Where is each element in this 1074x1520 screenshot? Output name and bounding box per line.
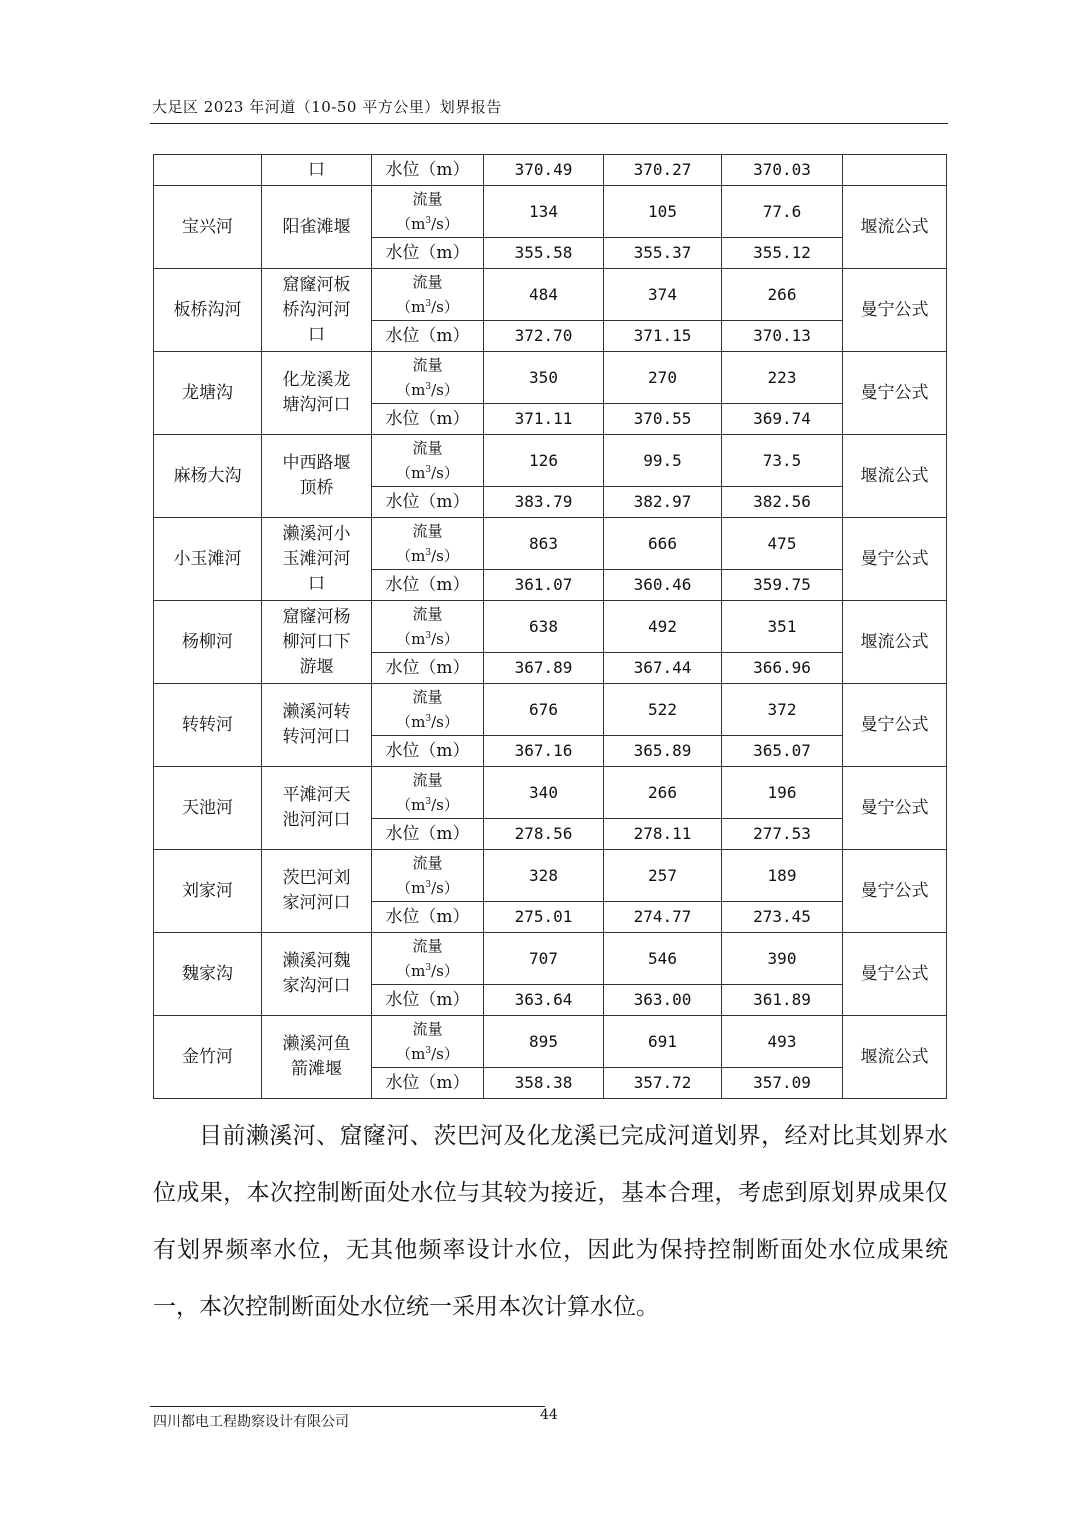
flow-label-text: 流量 xyxy=(412,439,443,457)
section-name-text: 窟窿河板桥沟河河口 xyxy=(282,274,351,345)
flow-unit-superscript: 3 xyxy=(425,1046,432,1056)
level-value-cell: 371.15 xyxy=(604,321,722,352)
flow-value-cell: 475 xyxy=(722,518,843,570)
flow-unit-prefix: （m xyxy=(396,962,426,980)
flow-unit-prefix: （m xyxy=(396,215,426,233)
section-name-cell xyxy=(262,850,372,933)
method-cell xyxy=(843,155,947,186)
flow-unit-prefix: （m xyxy=(396,298,426,316)
flow-unit xyxy=(372,1040,483,1065)
flow-unit-prefix: （m xyxy=(396,713,426,731)
river-name-cell: 魏家沟 xyxy=(154,933,262,1016)
flow-unit xyxy=(372,542,483,567)
flow-unit-prefix: （m xyxy=(396,381,426,399)
level-label-cell: 水位（m） xyxy=(372,155,484,186)
section-name-cell xyxy=(262,352,372,435)
level-label-cell: 水位（m） xyxy=(372,404,484,435)
flow-unit xyxy=(372,376,483,401)
flow-value-cell: 266 xyxy=(722,269,843,321)
flow-label-cell xyxy=(372,269,484,321)
method-cell: 堰流公式 xyxy=(843,1016,947,1099)
flow-value-cell: 126 xyxy=(484,435,604,487)
flow-unit-prefix: （m xyxy=(396,879,426,897)
level-value-cell: 355.12 xyxy=(722,238,843,269)
section-name-cell xyxy=(262,601,372,684)
flow-value-cell: 134 xyxy=(484,186,604,238)
level-value-cell: 357.72 xyxy=(604,1068,722,1099)
method-cell: 曼宁公式 xyxy=(843,684,947,767)
level-value-cell: 382.97 xyxy=(604,487,722,518)
flow-label-cell xyxy=(372,601,484,653)
method-cell: 堰流公式 xyxy=(843,186,947,269)
flow-value-cell: 372 xyxy=(722,684,843,736)
level-value-cell: 355.58 xyxy=(484,238,604,269)
flow-unit-prefix: （m xyxy=(396,547,426,565)
level-label-cell: 水位（m） xyxy=(372,238,484,269)
section-name-text: 平滩河天池河河口 xyxy=(282,785,351,830)
section-name-cell xyxy=(262,269,372,352)
section-name-text: 化龙溪龙塘沟河口 xyxy=(282,370,351,415)
level-value-cell: 273.45 xyxy=(722,902,843,933)
page-header-title: 大足区 2023 年河道（10-50 平方公里）划界报告 xyxy=(152,98,502,116)
flow-unit-suffix: /s） xyxy=(431,796,459,814)
level-value-cell: 359.75 xyxy=(722,570,843,601)
method-cell: 曼宁公式 xyxy=(843,518,947,601)
level-value-cell: 370.03 xyxy=(722,155,843,186)
level-label-cell: 水位（m） xyxy=(372,321,484,352)
section-name-cell xyxy=(262,767,372,850)
section-name-text: 濑溪河鱼箭滩堰 xyxy=(282,1034,351,1079)
river-name-cell: 刘家河 xyxy=(154,850,262,933)
flow-value-cell: 270 xyxy=(604,352,722,404)
river-name-cell: 龙塘沟 xyxy=(154,352,262,435)
flow-unit-superscript: 3 xyxy=(425,548,432,558)
method-cell: 堰流公式 xyxy=(843,601,947,684)
flow-value-cell: 340 xyxy=(484,767,604,819)
flow-value-cell: 863 xyxy=(484,518,604,570)
flow-label-cell xyxy=(372,684,484,736)
flow-label-cell xyxy=(372,518,484,570)
footer-divider xyxy=(150,1406,545,1407)
level-value-cell: 361.89 xyxy=(722,985,843,1016)
flow-value-cell: 350 xyxy=(484,352,604,404)
table-row-flow xyxy=(154,601,947,653)
flow-value-cell: 77.6 xyxy=(722,186,843,238)
level-value-cell: 358.38 xyxy=(484,1068,604,1099)
flow-label-text: 流量 xyxy=(412,854,443,872)
flow-value-cell: 105 xyxy=(604,186,722,238)
header-divider xyxy=(150,123,948,124)
flow-value-cell: 546 xyxy=(604,933,722,985)
flow-unit-suffix: /s） xyxy=(431,713,459,731)
method-cell: 曼宁公式 xyxy=(843,850,947,933)
flow-label-text: 流量 xyxy=(412,522,443,540)
flow-label-cell xyxy=(372,767,484,819)
section-name-text: 阳雀滩堰 xyxy=(282,216,351,237)
river-name-cell: 宝兴河 xyxy=(154,186,262,269)
level-value-cell: 361.07 xyxy=(484,570,604,601)
level-value-cell: 355.37 xyxy=(604,238,722,269)
level-label-cell: 水位（m） xyxy=(372,902,484,933)
flow-value-cell: 484 xyxy=(484,269,604,321)
table-row-flow xyxy=(154,767,947,819)
flow-label-text: 流量 xyxy=(412,605,443,623)
flow-unit xyxy=(372,874,483,899)
flow-value-cell: 691 xyxy=(604,1016,722,1068)
level-value-cell: 372.70 xyxy=(484,321,604,352)
flow-unit xyxy=(372,791,483,816)
level-value-cell: 278.11 xyxy=(604,819,722,850)
body-paragraph: 目前濑溪河、窟窿河、茨巴河及化龙溪已完成河道划界，经对比其划界水位成果，本次控制断面处水位与其较为接近，基本合理，考虑到原划界成果仅有划界频率水位，无其他频率设计水位，因此为保持控制断面处水位成果统一，本次控制断面处水位统一采用本次计算水位。 xyxy=(153,1123,948,1320)
flow-unit-prefix: （m xyxy=(396,464,426,482)
river-name-cell: 小玉滩河 xyxy=(154,518,262,601)
level-value-cell: 357.09 xyxy=(722,1068,843,1099)
flow-unit-superscript: 3 xyxy=(425,382,432,392)
table-row-flow xyxy=(154,850,947,902)
level-label-cell: 水位（m） xyxy=(372,985,484,1016)
method-cell: 曼宁公式 xyxy=(843,269,947,352)
flow-unit-superscript: 3 xyxy=(425,216,432,226)
flow-value-cell: 257 xyxy=(604,850,722,902)
flow-value-cell: 666 xyxy=(604,518,722,570)
level-value-cell: 278.56 xyxy=(484,819,604,850)
level-label-cell: 水位（m） xyxy=(372,1068,484,1099)
section-name-text: 中西路堰顶桥 xyxy=(282,453,351,498)
level-value-cell: 274.77 xyxy=(604,902,722,933)
flow-unit-superscript: 3 xyxy=(425,880,432,890)
flow-unit-superscript: 3 xyxy=(425,631,432,641)
flow-unit-prefix: （m xyxy=(396,1045,426,1063)
flow-value-cell: 638 xyxy=(484,601,604,653)
flow-unit xyxy=(372,625,483,650)
flow-value-cell: 73.5 xyxy=(722,435,843,487)
river-name-cell: 板桥沟河 xyxy=(154,269,262,352)
method-cell: 曼宁公式 xyxy=(843,933,947,1016)
river-name-cell: 天池河 xyxy=(154,767,262,850)
table-row-flow xyxy=(154,435,947,487)
flow-unit-prefix: （m xyxy=(396,796,426,814)
flow-value-cell: 266 xyxy=(604,767,722,819)
flow-value-cell: 390 xyxy=(722,933,843,985)
level-label-cell: 水位（m） xyxy=(372,819,484,850)
flow-value-cell: 189 xyxy=(722,850,843,902)
flow-value-cell: 493 xyxy=(722,1016,843,1068)
table-row-flow xyxy=(154,1016,947,1068)
section-name-text: 濑溪河小玉滩河河口 xyxy=(282,523,351,594)
table-row-flow xyxy=(154,933,947,985)
flow-unit-suffix: /s） xyxy=(431,547,459,565)
level-value-cell: 360.46 xyxy=(604,570,722,601)
flow-label-text: 流量 xyxy=(412,356,443,374)
flow-value-cell: 492 xyxy=(604,601,722,653)
flow-value-cell: 223 xyxy=(722,352,843,404)
flow-unit xyxy=(372,293,483,318)
flow-unit-suffix: /s） xyxy=(431,879,459,897)
section-name-text: 窟窿河杨柳河口下游堰 xyxy=(282,606,351,677)
method-cell: 堰流公式 xyxy=(843,435,947,518)
level-value-cell: 382.56 xyxy=(722,487,843,518)
method-cell: 曼宁公式 xyxy=(843,767,947,850)
flow-label-cell xyxy=(372,186,484,238)
page-number: 44 xyxy=(540,1407,558,1423)
flow-label-text: 流量 xyxy=(412,771,443,789)
river-name-cell: 杨柳河 xyxy=(154,601,262,684)
flow-value-cell: 196 xyxy=(722,767,843,819)
table-row-flow xyxy=(154,684,947,736)
section-name-text: 茨巴河刘家河河口 xyxy=(282,868,351,913)
flow-unit-suffix: /s） xyxy=(431,962,459,980)
level-value-cell: 383.79 xyxy=(484,487,604,518)
flow-value-cell: 328 xyxy=(484,850,604,902)
river-name-cell: 麻杨大沟 xyxy=(154,435,262,518)
flow-label-cell xyxy=(372,435,484,487)
flow-unit-superscript: 3 xyxy=(425,465,432,475)
section-name-cell xyxy=(262,684,372,767)
flow-unit-suffix: /s） xyxy=(431,464,459,482)
level-value-cell: 366.96 xyxy=(722,653,843,684)
level-value-cell: 370.49 xyxy=(484,155,604,186)
table-row-flow xyxy=(154,186,947,238)
level-label-cell: 水位（m） xyxy=(372,487,484,518)
flow-value-cell: 895 xyxy=(484,1016,604,1068)
level-value-cell: 363.00 xyxy=(604,985,722,1016)
flow-unit-suffix: /s） xyxy=(431,298,459,316)
level-value-cell: 371.11 xyxy=(484,404,604,435)
level-value-cell: 275.01 xyxy=(484,902,604,933)
flow-label-text: 流量 xyxy=(412,937,443,955)
flow-value-cell: 351 xyxy=(722,601,843,653)
flow-unit-suffix: /s） xyxy=(431,630,459,648)
section-cell: 口 xyxy=(262,155,372,186)
flow-unit-suffix: /s） xyxy=(431,1045,459,1063)
flow-unit xyxy=(372,459,483,484)
section-name-cell xyxy=(262,1016,372,1099)
table-row-continuation xyxy=(154,155,947,186)
flow-value-cell: 522 xyxy=(604,684,722,736)
flow-value-cell: 676 xyxy=(484,684,604,736)
flow-unit-superscript: 3 xyxy=(425,963,432,973)
flow-label-cell xyxy=(372,352,484,404)
section-name-text: 濑溪河转转河河口 xyxy=(282,702,351,747)
water-level-table xyxy=(153,154,947,1099)
level-value-cell: 370.13 xyxy=(722,321,843,352)
table-row-flow xyxy=(154,269,947,321)
footer-company: 四川都电工程勘察设计有限公司 xyxy=(153,1414,349,1430)
flow-unit-prefix: （m xyxy=(396,630,426,648)
flow-label-text: 流量 xyxy=(412,1020,443,1038)
level-label-cell: 水位（m） xyxy=(372,570,484,601)
level-value-cell: 367.44 xyxy=(604,653,722,684)
flow-unit-superscript: 3 xyxy=(425,299,432,309)
flow-label-cell xyxy=(372,850,484,902)
flow-label-cell xyxy=(372,933,484,985)
river-cell xyxy=(154,155,262,186)
flow-unit-superscript: 3 xyxy=(425,714,432,724)
flow-unit xyxy=(372,708,483,733)
flow-label-text: 流量 xyxy=(412,273,443,291)
flow-label-text: 流量 xyxy=(412,688,443,706)
section-name-text: 濑溪河魏家沟河口 xyxy=(282,951,351,996)
method-cell: 曼宁公式 xyxy=(843,352,947,435)
level-label-cell: 水位（m） xyxy=(372,736,484,767)
level-value-cell: 365.07 xyxy=(722,736,843,767)
flow-unit xyxy=(372,210,483,235)
level-value-cell: 365.89 xyxy=(604,736,722,767)
level-value-cell: 277.53 xyxy=(722,819,843,850)
flow-unit-suffix: /s） xyxy=(431,381,459,399)
flow-value-cell: 374 xyxy=(604,269,722,321)
river-name-cell: 金竹河 xyxy=(154,1016,262,1099)
section-name-cell xyxy=(262,435,372,518)
section-name-cell xyxy=(262,933,372,1016)
flow-unit-superscript: 3 xyxy=(425,797,432,807)
flow-unit xyxy=(372,957,483,982)
level-value-cell: 367.89 xyxy=(484,653,604,684)
level-value-cell: 363.64 xyxy=(484,985,604,1016)
flow-value-cell: 707 xyxy=(484,933,604,985)
table-row-flow xyxy=(154,518,947,570)
section-name-cell xyxy=(262,186,372,269)
flow-label-cell xyxy=(372,1016,484,1068)
section-name-cell xyxy=(262,518,372,601)
table-row-flow xyxy=(154,352,947,404)
flow-unit-suffix: /s） xyxy=(431,215,459,233)
river-name-cell: 转转河 xyxy=(154,684,262,767)
flow-label-text: 流量 xyxy=(412,190,443,208)
level-value-cell: 370.55 xyxy=(604,404,722,435)
flow-value-cell: 99.5 xyxy=(604,435,722,487)
level-value-cell: 369.74 xyxy=(722,404,843,435)
level-label-cell: 水位（m） xyxy=(372,653,484,684)
level-value-cell: 370.27 xyxy=(604,155,722,186)
level-value-cell: 367.16 xyxy=(484,736,604,767)
